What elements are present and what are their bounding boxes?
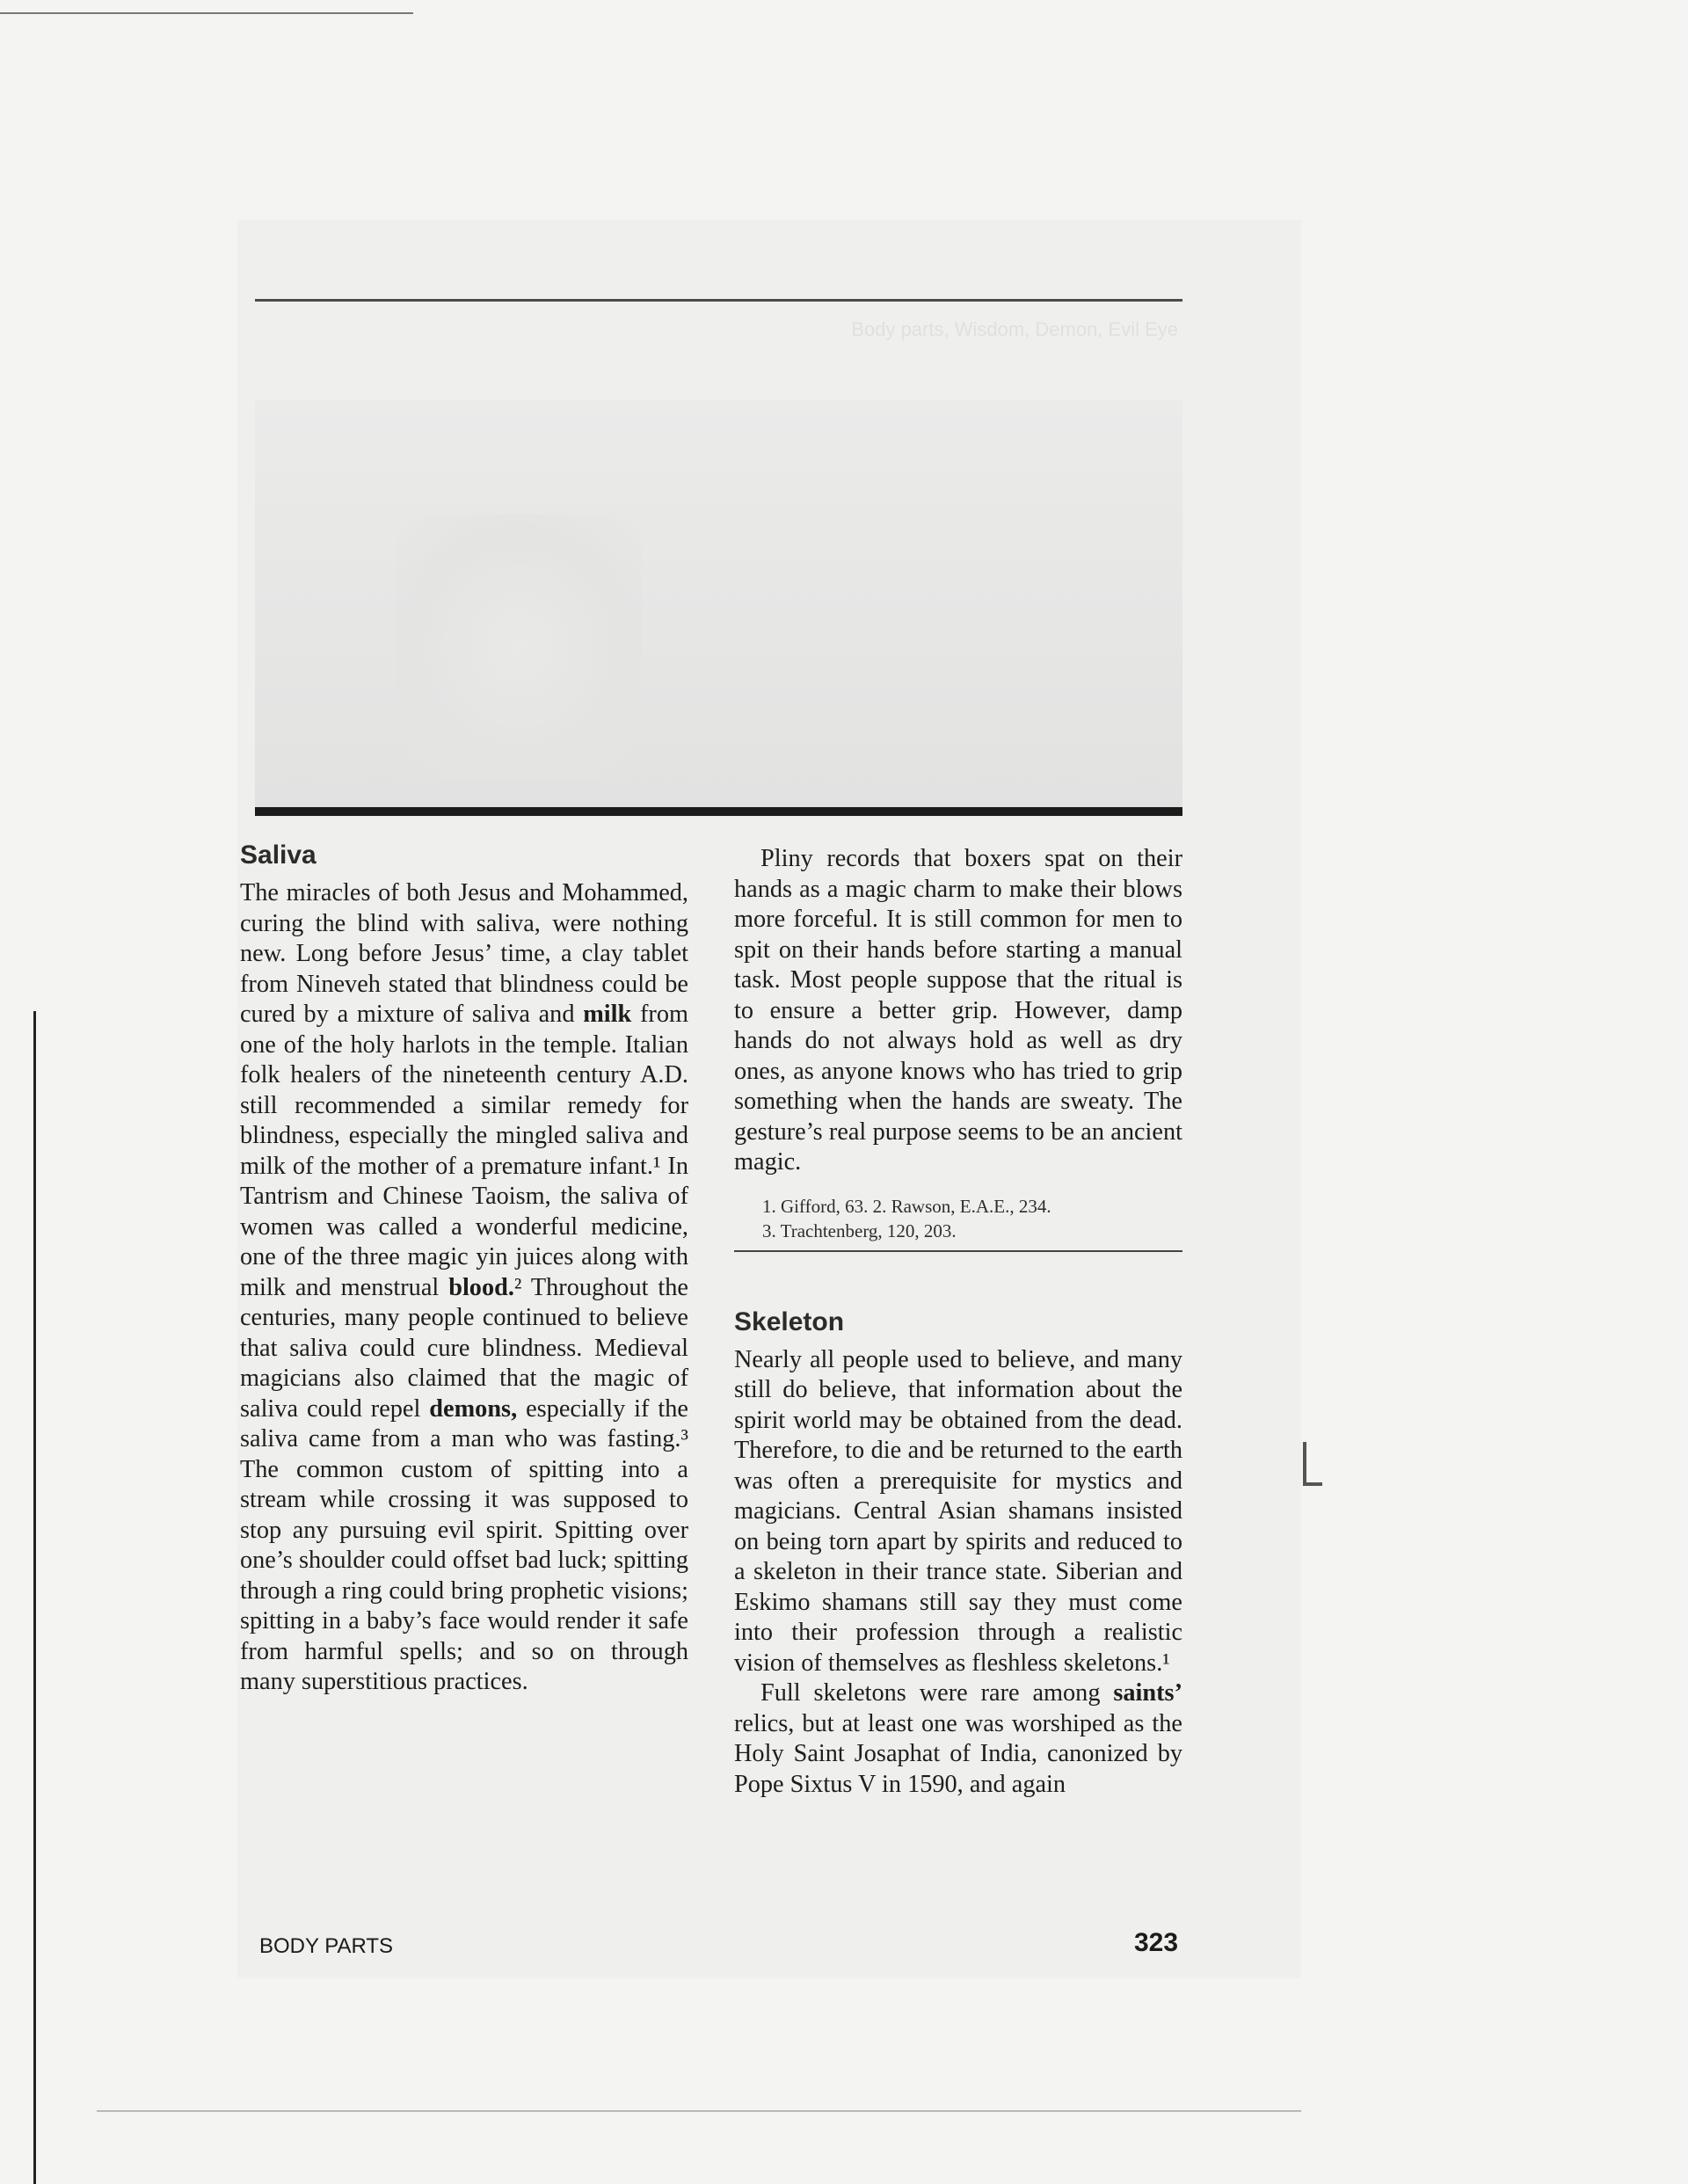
page-number: 323: [1134, 1928, 1179, 1957]
note-line: 3. Trachtenberg, 120, 203.: [762, 1219, 957, 1241]
ghost-header-text: Body parts, Wisdom, Demon, Evil Eye: [851, 318, 1178, 340]
cross-ref-blood: blood.: [448, 1273, 514, 1301]
saliva-paragraph-1: The miracles of both Jesus and Mohammed, curing the blind with saliva, were nothing new. Long before Jesus’ time, a clay tablet from Nineveh stated that blindness could be cured by a mixture of saliva and milk from one of the holy harlots in the temple. Italian folk healers of the nineteenth century A.D. still recommended a similar remedy for blindness, especially the mingled saliva and milk of the mother of a premature infant.¹ In Tantrism and Chinese Taoism, the saliva of women was called a wonderful medicine, one of the three magic yin juices along with milk and menstrual blood.² Throughout the centuries, many people continued to believe that saliva could cure blindness. Medieval magicians also claimed that the magic of saliva could repel demons, especially if the saliva came from a man who was fasting.³ The common custom of spitting into a stream while crossing it was supposed to stop any pursuing evil spirit. Spitting over one’s shoulder could offset bad luck; spitting through a ring could bring prophetic visions; spitting in a baby’s face would render it safe from harmful spells; and so on through many superstitious practices.: [240, 879, 688, 1695]
note-line: 1. Gifford, 63. 2. Rawson, E.A.E., 234.: [762, 1195, 1051, 1217]
photo-bottom-rule: [255, 807, 1182, 816]
scan-edge-bottom: [97, 2110, 1301, 2112]
notes-rule: [734, 1250, 1182, 1252]
top-rule: [255, 299, 1182, 302]
saliva-paragraph-2: Pliny records that boxers spat on their hands as a magic charm to make their blows more forceful. It is still common for men to spit on their hands before starting a manual task. Most people suppose that the ritual is to ensure a better grip. However, damp hands do not always hold as well as dry ones, as anyone knows who has tried to grip something when the hands are sweaty. The gesture’s real purpose seems to be an ancient magic.: [734, 845, 1182, 1176]
scan-edge-top: [0, 12, 413, 14]
running-footer-section: BODY PARTS: [259, 1934, 394, 1958]
skeleton-paragraph-1: Nearly all people used to believe, and many still do believe, that information about the spirit world may be obtained from the dead. Therefore, to die and be returned to the earth was often a prerequisite for mystics and magicians. Central Asian shamans insisted on being torn apart by spirits and reduced to a skeleton in their trance state. Siberian and Eskimo shamans still say they must come into their profession through a realistic vision of themselves as fleshless skeletons.¹: [734, 1345, 1182, 1677]
section-heading-skeleton: Skeleton: [734, 1307, 845, 1336]
photo-figure: [396, 514, 642, 778]
scan-mark: [1303, 1442, 1306, 1484]
left-column: [240, 840, 688, 1698]
scan-edge-left: [33, 1011, 36, 2184]
faded-photo: [255, 400, 1182, 809]
cross-ref-saints: saints’: [1113, 1679, 1182, 1707]
cross-ref-milk: milk: [583, 1001, 632, 1028]
skeleton-paragraph-2: Full skeletons were rare among saints’ relics, but at least one was worshiped as the Holy Saint Josaphat of India, canonized by Pope Sixtus V in 1590, and again: [734, 1679, 1182, 1798]
right-column: [734, 844, 1182, 1800]
section-heading-saliva: Saliva: [240, 841, 316, 870]
cross-ref-demons: demons,: [429, 1394, 518, 1423]
saliva-notes: [734, 1194, 1182, 1243]
scan-mark: [1303, 1482, 1322, 1486]
